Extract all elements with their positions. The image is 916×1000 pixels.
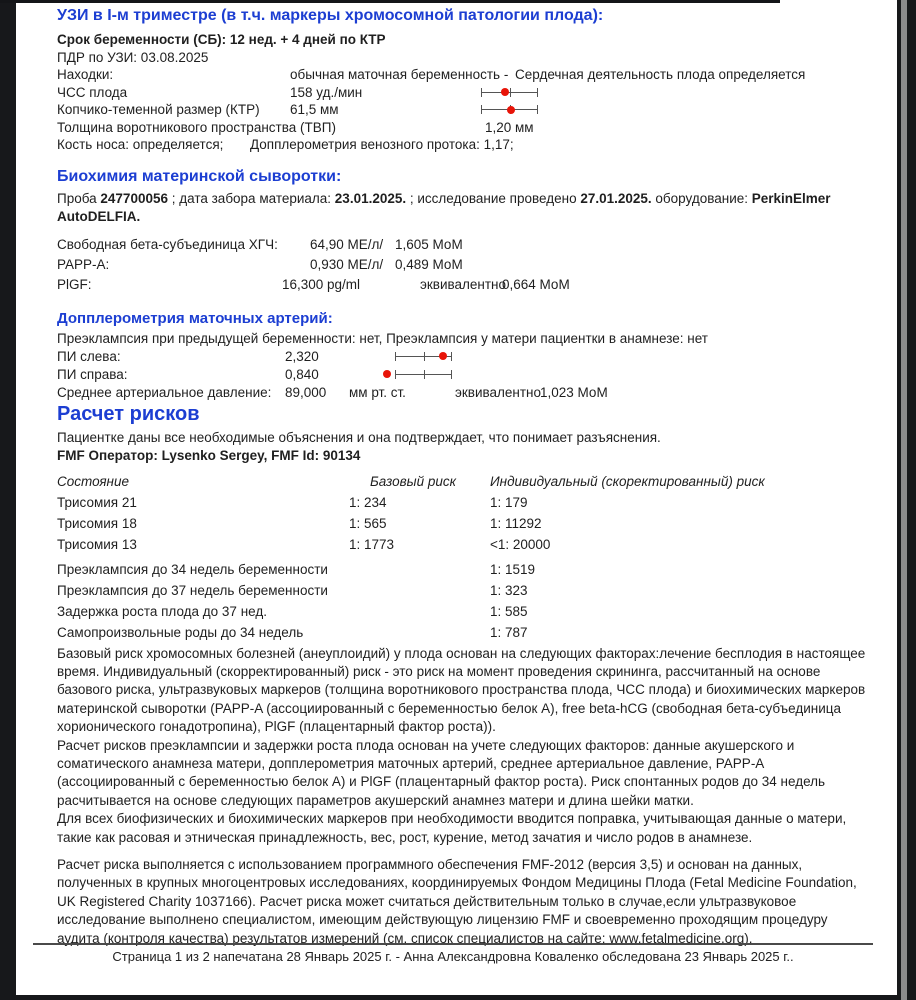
note-preeclampsia-risk: Расчет рисков преэклампсии и задержки роста плода основан на учете следующих факторов: данные акушерского и соматического анамнеза матери, допплерометрия маточных артерий, среднее артериальное давление, PAPP-A (ассоциированный с беременностью белок A) и PlGF (плацентарный фактор роста). Риск спонтанных родов до 34 недель расчитывается на основе следующих параметров акушерский анамнез матери и длина шейки матки. <box>57 737 826 808</box>
header-adjusted-risk: Индивидуальный (скоректированный) риск <box>490 473 765 489</box>
base-risk-cell: 1: 1773 <box>349 536 395 552</box>
fhr-marker-dot <box>501 88 509 96</box>
pi-right-marker-dot <box>383 370 391 378</box>
fmf-operator-text: FMF Оператор: Lysenko Sergey, FMF Id: 90134 <box>57 447 361 463</box>
condition-cell: Преэклампсия до 37 недель беременности <box>57 582 328 598</box>
plgf-row <box>57 275 872 295</box>
sample-collection-date: 23.01.2025. <box>334 190 407 206</box>
preeclampsia-history-line <box>57 330 872 348</box>
adjusted-risk-cell: 1: 179 <box>490 494 528 510</box>
base-risk-cell: 1: 565 <box>349 515 387 531</box>
report-page <box>16 0 897 995</box>
gestational-age-line: Срок беременности (СБ): 12 нед. + 4 дней по КТР <box>57 32 386 47</box>
sample-info-line <box>57 190 872 227</box>
crl-range-indicator <box>481 105 538 114</box>
pi-left-row <box>57 348 872 366</box>
sample-mid2: ; исследование проведено <box>406 190 581 206</box>
sample-mid3: оборудование: <box>651 190 752 206</box>
crl-row <box>57 101 872 119</box>
pi-right-value: 0,840 <box>285 366 319 382</box>
pi-left-range-indicator <box>395 352 452 361</box>
pi-right-range-indicator <box>395 370 452 379</box>
analysis-date: 27.01.2025. <box>580 190 652 206</box>
table-row <box>57 580 872 601</box>
condition-cell: Самопроизвольные роды до 34 недель <box>57 624 304 640</box>
table-row <box>57 492 872 513</box>
pi-right-row <box>57 366 872 384</box>
top-frame-bar <box>0 0 780 3</box>
consent-line <box>57 429 872 447</box>
sample-mid1: ; дата забора материала: <box>167 190 335 206</box>
plgf-label: PlGF: <box>57 276 92 292</box>
condition-cell: Задержка роста плода до 37 нед. <box>57 603 267 619</box>
adjusted-risk-cell: 1: 585 <box>490 603 528 619</box>
consent-text: Пациентке даны все необходимые объяснения и она подтверждает, что понимает разъяснения. <box>57 429 661 445</box>
papp-row <box>57 255 872 275</box>
condition-cell: Трисомия 13 <box>57 536 137 552</box>
page-footer <box>33 943 873 964</box>
fhr-range-indicator <box>481 88 538 97</box>
nasal-bone-row <box>57 136 872 154</box>
crl-marker-dot <box>507 106 515 114</box>
explanatory-notes <box>57 645 869 949</box>
crl-value: 61,5 мм <box>290 102 339 117</box>
table-row <box>57 559 872 580</box>
range-tick-middle <box>510 88 511 97</box>
plgf-mom-value: 0,664 МоМ <box>502 276 570 292</box>
papp-mom-value: 0,489 МоМ <box>395 256 463 272</box>
hcg-label: Свободная бета-субъединица ХГЧ: <box>57 236 278 252</box>
cardiac-activity-text: Сердечная деятельность плода определяется <box>515 67 806 82</box>
risk-table-header <box>57 471 872 492</box>
biochemistry-section-title: Биохимия материнской сыворотки: <box>57 167 342 185</box>
papp-value: 0,930 МЕ/л/ <box>310 256 384 272</box>
report-content <box>57 6 872 948</box>
map-unit: мм рт. ст. <box>349 384 406 400</box>
hcg-row <box>57 235 872 255</box>
footer-text: Страница 1 из 2 напечатана 28 Январь 2025 г. - Анна Александровна Коваленко обследована 23 Январь 2025 г.. <box>112 949 794 964</box>
sample-id: 247700056 <box>100 190 168 206</box>
table-row <box>57 622 872 643</box>
nasal-bone-text: Кость носа: определяется; <box>57 137 224 152</box>
plgf-value: 16,300 pg/ml <box>282 276 361 292</box>
findings-value: обычная маточная беременность - <box>290 67 509 82</box>
equipment-name: PerkinElmer AutoDELFIA. <box>57 190 831 224</box>
map-row <box>57 384 872 402</box>
hcg-mom-value: 1,605 МоМ <box>395 236 463 252</box>
map-equivalent-label: эквивалентно <box>455 384 542 400</box>
risk-table <box>57 471 872 643</box>
range-tick-middle <box>424 352 425 361</box>
crl-label: Копчико-теменной размер (КТР) <box>57 102 260 117</box>
pi-left-value: 2,320 <box>285 348 319 364</box>
risk-section-title: Расчет рисков <box>57 402 200 425</box>
plgf-equivalent-label: эквивалентно <box>420 276 507 292</box>
base-risk-cell: 1: 234 <box>349 494 387 510</box>
papp-label: PAPP-A: <box>57 256 110 272</box>
map-mom-value: 1,023 МоМ <box>540 384 608 400</box>
fhr-row <box>57 84 872 102</box>
nt-value: 1,20 мм <box>485 119 534 135</box>
fhr-label: ЧСС плода <box>57 84 128 100</box>
condition-cell: Трисомия 18 <box>57 515 137 531</box>
scrollbar-track[interactable] <box>897 0 916 1000</box>
range-tick-left <box>481 88 482 97</box>
note-base-risk: Базовый риск хромосомных болезней (анеуплоидий) у плода основан на следующих факторах:лечение бесплодия в настоящее время. Индивидуальный (скорректированный) риск - это риск на момент проведения скрининга, рассчитанный на основе базового риска, ультразвуковых маркеров (толщина воротникового пространства плода, ЧСС плода) и биохимических маркеров материнской сыворотки (PAPP-A (ассоциированный с беременностью белок A), free beta-hCG (свободная бета-субъединица хорионического гонадотропина), PlGF (плацентарный фактор роста)). <box>57 645 866 735</box>
adjusted-risk-cell: 1: 11292 <box>490 515 542 531</box>
adjusted-risk-cell: 1: 323 <box>490 582 528 598</box>
sample-prefix: Проба <box>57 190 101 206</box>
preeclampsia-history-text: Преэклампсия при предыдущей беременности: нет, Преэклампсия у матери пациентки в анамнезе: нет <box>57 330 708 346</box>
range-tick-right <box>537 88 538 97</box>
range-tick-right <box>451 370 452 379</box>
ultrasound-section-title: УЗИ в I-м триместре (в т.ч. маркеры хромосомной патологии плода): <box>57 7 604 24</box>
table-row <box>57 513 872 534</box>
range-tick-left <box>481 105 482 114</box>
findings-label: Находки: <box>57 67 114 82</box>
adjusted-risk-cell: <1: 20000 <box>490 536 551 552</box>
doppler-section-title: Допплерометрия маточных артерий: <box>57 309 333 327</box>
header-base-risk: Базовый риск <box>370 473 457 489</box>
findings-row <box>57 66 872 84</box>
range-tick-right <box>451 352 452 361</box>
header-condition: Состояние <box>57 473 129 489</box>
nt-label: Толщина воротникового пространства (ТВП) <box>57 119 336 135</box>
condition-cell: Преэклампсия до 34 недель беременности <box>57 561 328 577</box>
condition-cell: Трисомия 21 <box>57 494 137 510</box>
map-value: 89,000 <box>285 384 327 400</box>
hcg-value: 64,90 МЕ/л/ <box>310 236 384 252</box>
fhr-value: 158 уд./мин <box>290 84 363 100</box>
table-row <box>57 534 872 555</box>
range-tick-right <box>537 105 538 114</box>
note-fmf-software: Расчет риска выполняется с использованием программного обеспечения FMF-2012 (версия 3,5) и основан на данных, полученных в крупных многоцентровых исследованиях, координируемых Фондом Медицины Плода (Fetal Medicine Foundation, UK Registered Charity 1037166). Расчет риска может считаться действительным только в случае,если ультразвуковое исследование выполнено специалистом, имеющим действующую лицензию FMF и своевременно проходящим процедуру аудита (контроля качества) результатов измерений (см. список специалистов на сайте: www.fetalmedicine.org). <box>57 856 857 946</box>
pi-right-label: ПИ справа: <box>57 366 128 382</box>
edd-line: ПДР по УЗИ: 03.08.2025 <box>57 49 209 65</box>
table-row <box>57 601 872 622</box>
range-tick-left <box>395 370 396 379</box>
adjusted-risk-cell: 1: 1519 <box>490 561 536 577</box>
range-tick-middle <box>424 370 425 379</box>
pi-left-marker-dot <box>439 352 447 360</box>
note-corrections: Для всех биофизических и биохимических маркеров при необходимости вводится поправка, учитывающая данные о матери, такие как расовая и этническая принадлежность, вес, рост, курение, метод зачатия и число родов в анамнезе. <box>57 811 847 845</box>
adjusted-risk-cell: 1: 787 <box>490 624 528 640</box>
range-tick-left <box>395 352 396 361</box>
map-label: Среднее артериальное давление: <box>57 384 272 400</box>
pi-left-label: ПИ слева: <box>57 348 121 364</box>
fmf-operator-line <box>57 447 872 465</box>
nt-row <box>57 119 872 137</box>
ductus-venosus-text: Допплерометрия венозного протока: 1,17; <box>250 137 514 152</box>
scrollbar-thumb[interactable] <box>901 0 907 1000</box>
